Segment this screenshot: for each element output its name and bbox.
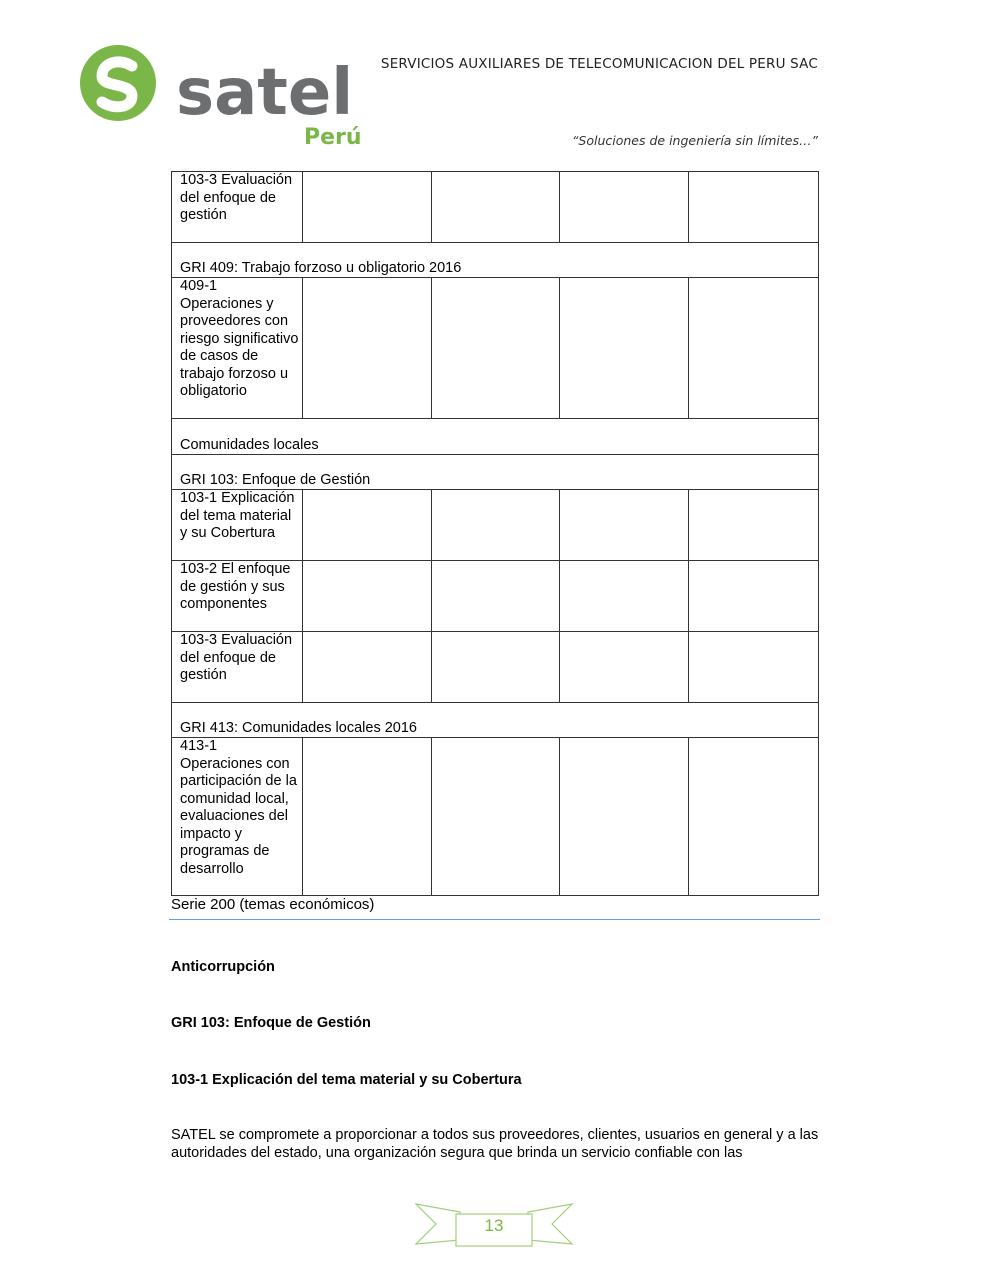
table-cell [432,278,560,419]
table-cell [560,278,689,419]
table-cell [560,172,689,243]
row-label: 103-2 El enfoque de gestión y sus componentes [172,561,303,632]
table-row [172,172,819,243]
table-cell [303,278,432,419]
heading-anticorruption: Anticorrupción [171,959,275,975]
table-section-row [172,243,819,278]
divider [169,919,820,920]
table-cell [432,738,560,896]
row-label: 103-1 Explicación del tema material y su Cobertura [172,490,303,561]
table-row [172,738,819,896]
section-label: GRI 413: Comunidades locales 2016 [172,703,819,738]
logo-subtext: Perú [304,125,362,150]
table-cell [303,738,432,896]
section-label: GRI 409: Trabajo forzoso u obligatorio 2016 [172,243,819,278]
table-section-row [172,455,819,490]
table-section-row [172,703,819,738]
heading-103-1: 103-1 Explicación del tema material y su Cobertura [171,1072,522,1088]
table-cell [432,490,560,561]
table-cell [689,738,819,896]
table-cell [432,632,560,703]
table-cell [432,172,560,243]
table-row [172,278,819,419]
table-cell [689,172,819,243]
table-row [172,561,819,632]
table-cell [560,632,689,703]
row-label: 413-1 Operaciones con participación de la comunidad local, evaluaciones del impacto y programas de desarrollo [172,738,303,896]
table-cell [303,172,432,243]
heading-gri103: GRI 103: Enfoque de Gestión [171,1015,371,1031]
gri-table [171,171,819,896]
table-cell [303,561,432,632]
page-number: 13 [484,1216,504,1235]
table-cell [689,561,819,632]
table-cell [689,632,819,703]
body-paragraph: SATEL se compromete a proporcionar a todos sus proveedores, clientes, usuarios en general y a las autoridades del estado, una organización segura que brinda un servicio confiable con las [171,1127,819,1161]
row-label: 103-3 Evaluación del enfoque de gestión [172,632,303,703]
satel-logo [80,44,370,154]
table-row [172,490,819,561]
table-cell [560,738,689,896]
table-cell [432,561,560,632]
row-label: 409-1 Operaciones y proveedores con riesgo significativo de casos de trabajo forzoso u obligatorio [172,278,303,419]
table-cell [560,561,689,632]
table-cell [689,490,819,561]
company-name: SERVICIOS AUXILIARES DE TELECOMUNICACION DEL PERU SAC [380,56,818,72]
section-label: GRI 103: Enfoque de Gestión [172,455,819,490]
logo-text: satel [176,56,354,130]
series-label: Serie 200 (temas económicos) [171,896,375,913]
table-cell [303,490,432,561]
table-row [172,632,819,703]
table-cell [303,632,432,703]
section-label: Comunidades locales [172,419,819,455]
row-label: 103-3 Evaluación del enfoque de gestión [172,172,303,243]
table-cell [560,490,689,561]
table-section-row [172,419,819,455]
table-cell [689,278,819,419]
slogan: “Soluciones de ingeniería sin límites…” [571,133,818,148]
